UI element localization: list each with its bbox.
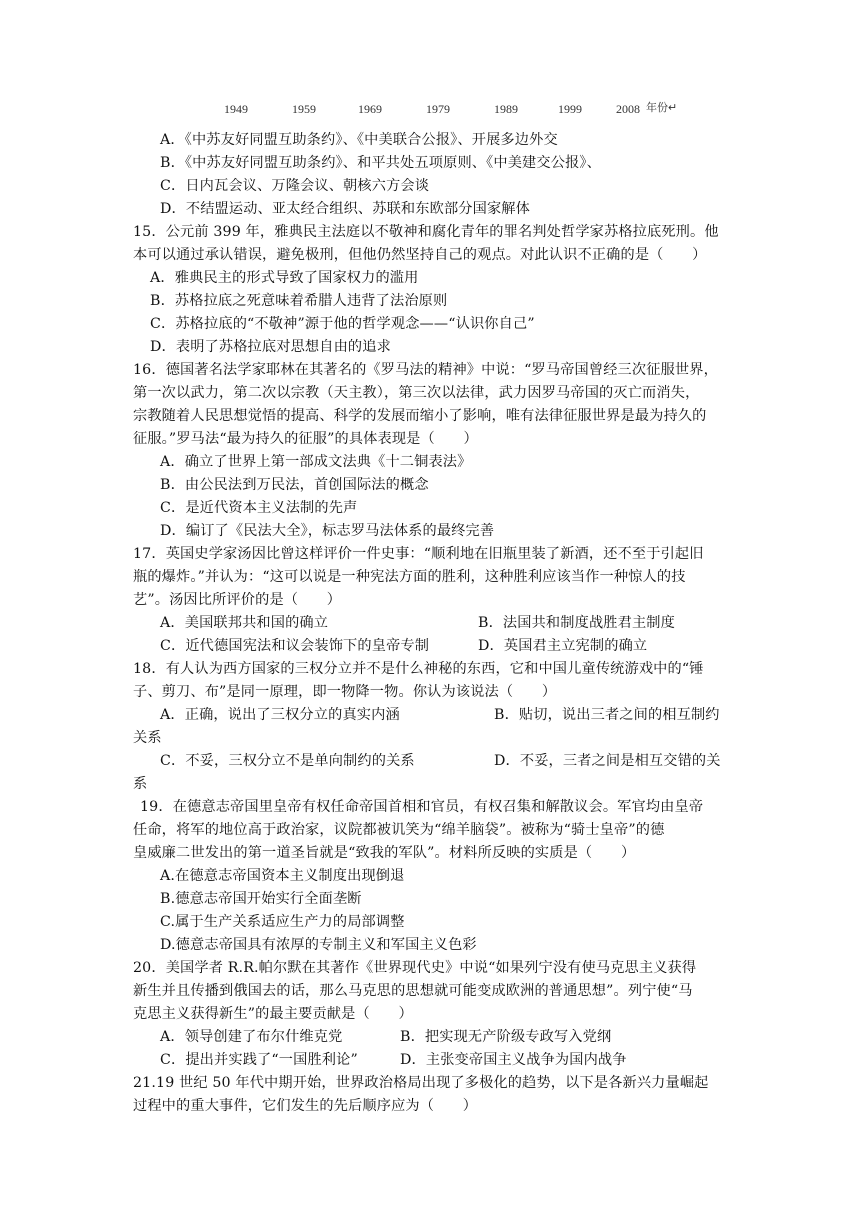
q17-stem-line: 艺”。汤因比所评价的是（ ） [133, 592, 342, 608]
q18-option-b-continued: 关系 [133, 730, 162, 746]
q18-option-c: C．不妥，三权分立不是单向制约的关系 [160, 753, 415, 769]
q18-option-b: B．贴切，说出三者之间的相互制约 [494, 707, 720, 723]
q17-option-b: B．法国共和制度战胜君主制度 [478, 615, 675, 631]
q20-option-c: C．提出并实践了“一国胜利论” [160, 1052, 358, 1068]
q18-option-d-continued: 系 [133, 776, 148, 792]
q20-option-b: B．把实现无产阶级专政写入党纲 [400, 1029, 612, 1045]
q18-option-d: D．不妥，三者之间是相互交错的关 [494, 753, 721, 769]
axis-tick: 1989 [494, 102, 518, 116]
q20-option-a: A．领导创建了布尔什维克党 [160, 1029, 343, 1045]
q14-option-b: B．《中苏友好同盟互助条约》、和平共处五项原则、《中美建交公报》、 [160, 155, 601, 171]
q18-option-a: A．正确，说出了三权分立的真实内涵 [160, 707, 400, 723]
axis-tick: 1959 [292, 102, 316, 116]
axis-tick: 1979 [426, 102, 450, 116]
chart-x-axis [200, 98, 720, 122]
q18-stem-line: 子、剪刀、布”是同一原理，即一物降一物。你认为该说法（ ） [133, 684, 557, 700]
axis-tick: 1949 [224, 102, 248, 116]
q16-option-c: C．是近代资本主义法制的先声 [160, 500, 358, 516]
q15-option-b: B．苏格拉底之死意味着希腊人违背了法治原则 [150, 293, 448, 309]
q20-stem-line: 新生并且传播到俄国去的话，那么马克思的思想就可能变成欧洲的普通思想”。列宁使“马 [133, 983, 693, 999]
q21-stem-line: 过程中的重大事件，它们发生的先后顺序应为（ ） [133, 1098, 478, 1114]
q16-option-b: B．由公民法到万民法，首创国际法的概念 [160, 477, 429, 493]
axis-tick: 2008 [616, 102, 640, 116]
q16-stem-line: 第一次以武力，第二次以宗教（天主教），第三次以法律，武力因罗马帝国的灭亡而消失， [133, 385, 700, 401]
q19-option-c: C.属于生产关系适应生产力的局部调整 [160, 914, 405, 930]
q18-stem-line: 18．有人认为西方国家的三权分立并不是什么神秘的东西，它和中国儿童传统游戏中的“锤 [133, 661, 704, 677]
q19-stem-line: 任命，将军的地位高于政治家，议院都被讥笑为“绵羊脑袋”。被称为“骑士皇帝”的德 [133, 822, 665, 838]
q16-stem-line: 宗教随着人民思想觉悟的提高、科学的发展而缩小了影响，唯有法律征服世界是最为持久的 [133, 408, 707, 424]
q17-stem-line: 瓶的爆炸。”并认为：“这可以说是一种宪法方面的胜利，这种胜利应该当作一种惊人的技 [133, 569, 686, 585]
q17-option-c: C．近代德国宪法和议会装饰下的皇帝专制 [160, 638, 430, 654]
axis-tick: 1999 [558, 102, 582, 116]
q15-option-c: C．苏格拉底的“不敬神”源于他的哲学观念——“认识你自己” [150, 316, 535, 332]
q19-option-b: B.德意志帝国开始实行全面垄断 [160, 891, 362, 907]
axis-unit-label: 年份↵ [646, 102, 678, 114]
q19-stem-line: 皇威廉二世发出的第一道圣旨就是“致我的军队”。材料所反映的实质是（ ） [133, 845, 636, 861]
q16-option-a: A．确立了世界上第一部成文法典《十二铜表法》 [160, 454, 472, 470]
q15-option-a: A．雅典民主的形式导致了国家权力的滥用 [150, 270, 419, 286]
q15-option-d: D．表明了苏格拉底对思想自由的追求 [150, 339, 391, 355]
axis-tick: 1969 [358, 102, 382, 116]
q16-stem-line: 征服。”罗马法“最为持久的征服”的具体表现是（ ） [133, 431, 478, 447]
q15-stem-line: 15．公元前 399 年，雅典民主法庭以不敬神和腐化青年的罪名判处哲学家苏格拉底死刑。他 [133, 224, 719, 240]
q17-option-a: A．美国联邦共和国的确立 [160, 615, 329, 631]
q21-stem-line: 21.19 世纪 50 年代中期开始，世界政治格局出现了多极化的趋势，以下是各新兴力量崛起 [133, 1075, 709, 1091]
q19-option-d: D.德意志帝国具有浓厚的专制主义和军国主义色彩 [160, 937, 477, 953]
q20-option-d: D．主张变帝国主义战争为国内战争 [400, 1052, 627, 1068]
q20-stem-line: 克思主义获得新生”的最主要贡献是（ ） [133, 1006, 413, 1022]
q19-option-a: A.在德意志帝国资本主义制度出现倒退 [160, 868, 405, 884]
q20-stem-line: 20．美国学者 R.R.帕尔默在其著作《世界现代史》中说“如果列宁没有使马克思主义获得 [133, 960, 697, 976]
q16-option-d: D．编订了《民法大全》，标志罗马法体系的最终完善 [160, 523, 495, 539]
q14-option-a: A．《中苏友好同盟互助条约》、《中美联合公报》、开展多边外交 [160, 132, 558, 148]
q19-stem-line: 19．在德意志帝国里皇帝有权任命帝国首相和官员，有权召集和解散议会。军官均由皇帝 [140, 799, 704, 815]
q14-option-c: C．日内瓦会议、万隆会议、朝核六方会谈 [160, 178, 430, 194]
q17-option-d: D．英国君主立宪制的确立 [478, 638, 648, 654]
q17-stem-line: 17．英国史学家汤因比曾这样评价一件史事：“顺利地在旧瓶里装了新酒，还不至于引起旧 [133, 546, 704, 562]
q14-option-d: D．不结盟运动、亚太经合组织、苏联和东欧部分国家解体 [160, 201, 530, 217]
q15-stem-line: 本可以通过承认错误，避免极刑，但他仍然坚持自己的观点。对此认识不正确的是（ ） [133, 247, 707, 263]
q16-stem-line: 16．德国著名法学家耶林在其著名的《罗马法的精神》中说：“罗马帝国曾经三次征服世界， [133, 362, 718, 378]
